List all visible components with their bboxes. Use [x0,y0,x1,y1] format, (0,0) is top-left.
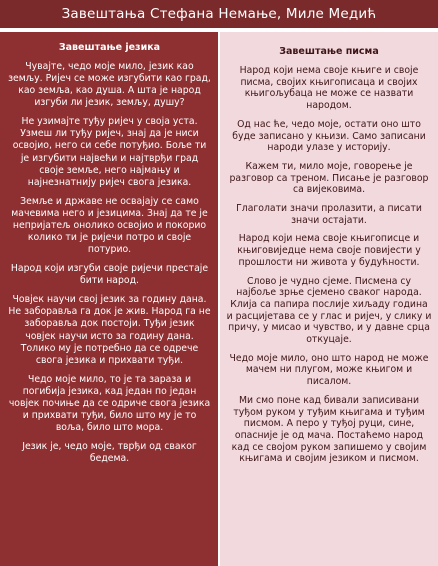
right-paragraph-2: Од нас ће, чедо моје, остати оно што буде записано у књизи. Само записани народи улазе у историју. [232,118,426,154]
page-title: Завештања Стефана Немање, Миле Медић [0,0,438,30]
right-paragraph-4: Глаголати значи пролазити, а писати значи остајати. [236,203,422,226]
left-paragraph-2: Не узимајте туђу ријеч у своја уста. Узмеш ли туђу ријеч, знај да је ниси освојио, него си себе потуђио. Боље ти је изгубити највећи и најтврђи град своје земље, него најмању и најнезнатнију ријеч свога језика. [12,116,207,188]
left-paragraph-4: Народ који изгуби своје ријечи престаје бити народ. [10,263,209,287]
left-paragraph-3: Земље и државе не освајају се само мачевима него и језицима. Знај да те је непријатељ онолико освојио и покорио колико ти је ријечи потро и своје потурио. [11,195,208,256]
right-heading: Завештање писма [279,46,379,57]
left-paragraph-5: Човјек научи свој језик за годину дана. Не заборавља га док је жив. Народ га не заборавља док постоји. Туђи језик човјек научи исто за годину дана. Толико му је потребно да се одрече свога језика и прихвати туђи. [8,294,211,366]
left-paragraph-7: Језик је, чедо моје, тврђи од сваког бедема. [22,441,197,465]
left-paragraph-1: Чувајте, чедо моје мило, језик као земљу. Ријеч се може изгубити као град, као земља, као душа. А шта је народ изгуби ли језик, земљу, душу? [8,61,211,109]
right-paragraph-5: Народ који нема своје књигописце и књиговиједце нема своје повијести у прошлости ни живота у будућности. [237,233,421,268]
right-paragraph-6: Слово је чудно сјеме. Писмена су најбоље зрње сјемено сваког народа. Клија са папира послије хиљаду година и расцијетава се у глас и ријеч, у слику и причу, у мисао и чувство, и у давне срца откуцаје. [226,275,432,346]
left-heading: Завештање језика [58,42,161,53]
left-column [0,32,218,566]
right-column [220,32,438,566]
right-paragraph-3: Кажем ти, мило моје, говорење је разговор са треном. Писање је разговор са вијековима. [229,160,429,196]
right-paragraph-7: Чедо моје мило, оно што народ не може мачем ни плугом, може књигом и писалом. [229,352,429,388]
left-paragraph-6: Чедо моје мило, то је та зараза и погибија језика, кад један по један човјек почиње да се одриче свога језика и прихвати туђи, било што му је то воља, било што мора. [8,373,211,434]
right-paragraph-8: Ми смо поне кад бивали записивани туђом руком у туђим књигама и туђим писмом. А перо у туђој руци, сине, опасније је од мача. Постаћемо народ кад се својом руком запишемо у својим књигама и својим језиком и писмом. [231,394,427,465]
right-paragraph-1: Народ који нема своје књиге и своје писма, својих књигописаца и својих књигољубаца не може се назвати народом. [239,65,419,112]
